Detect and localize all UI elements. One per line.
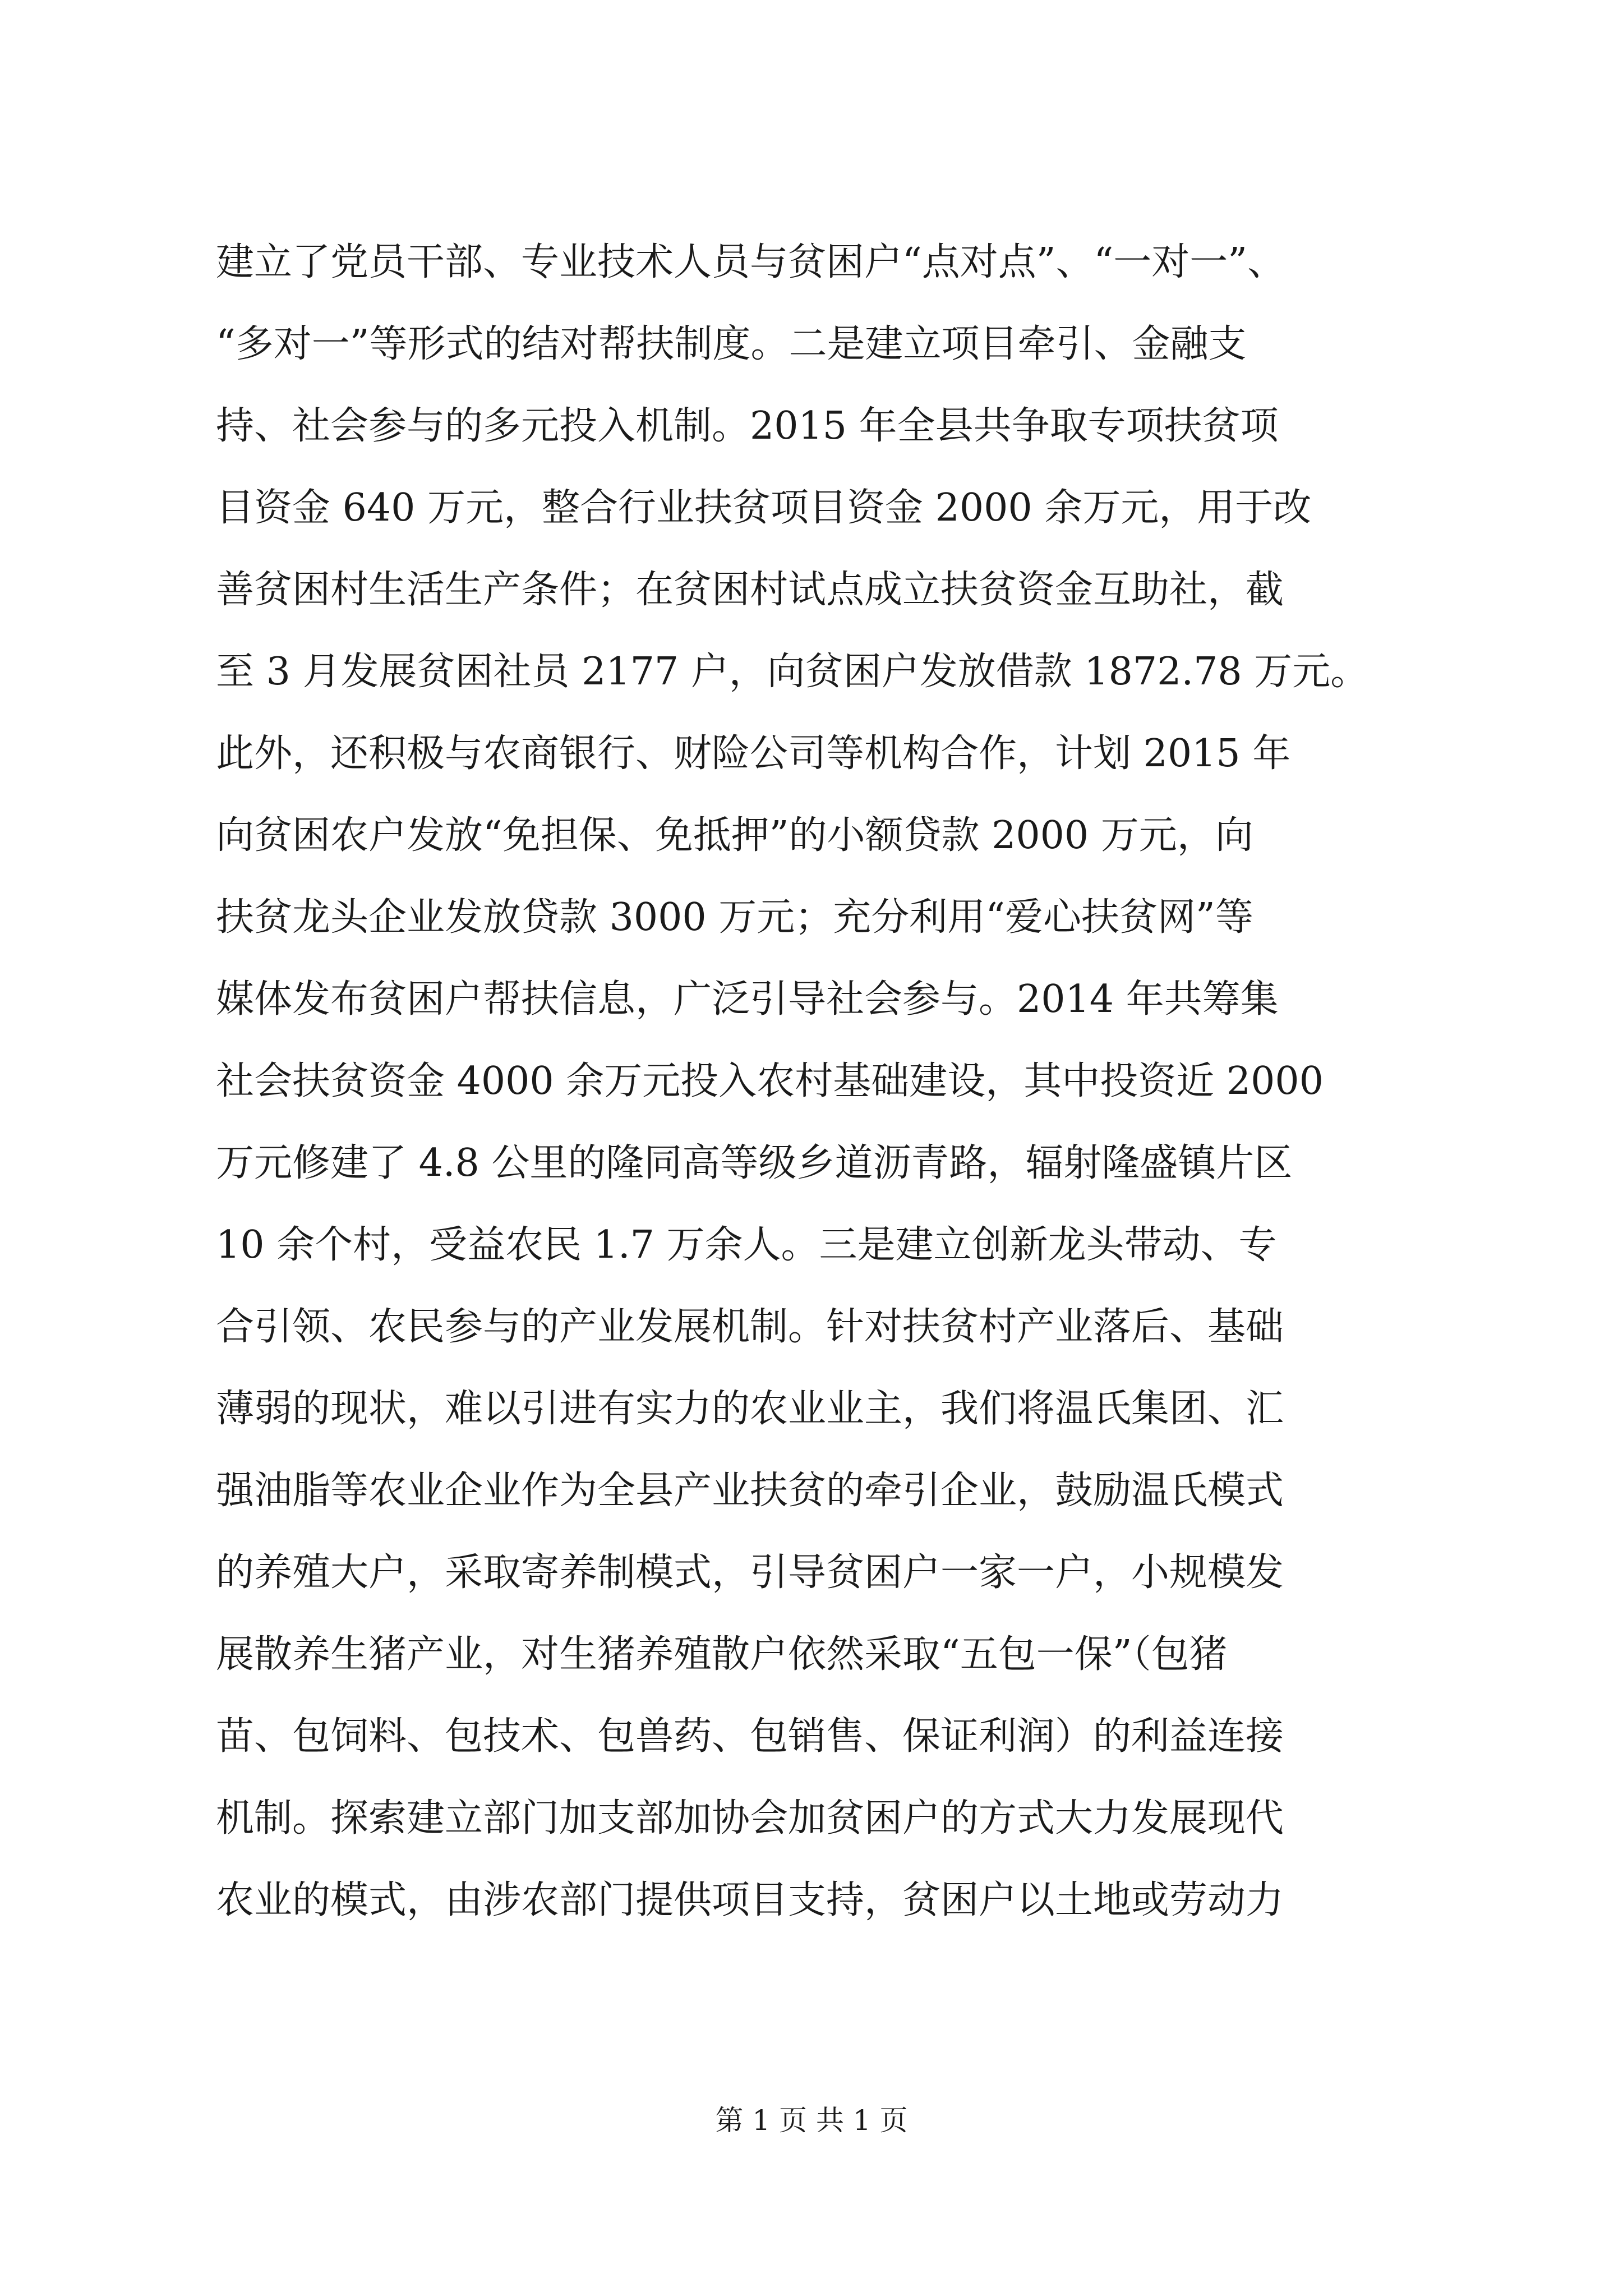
text-line: 强油脂等农业企业作为全县产业扶贫的牵引企业，鼓励温氏模式 xyxy=(216,1469,1284,1513)
page-footer xyxy=(0,2101,1623,2140)
text-line: 的养殖大户，采取寄养制模式，引导贫困户一家一户，小规模发 xyxy=(216,1550,1284,1595)
body-paragraph xyxy=(216,222,1427,1941)
text-line: 目资金 640 万元，整合行业扶贫项目资金 2000 余万元，用于改 xyxy=(216,486,1312,530)
text-line: 苗、包饲料、包技术、包兽药、包销售、保证利润）的利益连接 xyxy=(216,1714,1284,1759)
text-line: 此外，还积极与农商银行、财险公司等机构合作，计划 2015 年 xyxy=(216,731,1291,776)
text-line: 建立了党员干部、专业技术人员与贫困户“点对点”、“一对一”、 xyxy=(216,240,1286,284)
text-line: 社会扶贫资金 4000 余万元投入农村基础建设，其中投资近 2000 xyxy=(216,1059,1324,1103)
text-line: 合引领、农民参与的产业发展机制。针对扶贫村产业落后、基础 xyxy=(216,1305,1284,1349)
text-line: 媒体发布贫困户帮扶信息，广泛引导社会参与。2014 年共筹集 xyxy=(216,977,1279,1022)
text-line: 机制。探索建立部门加支部加协会加贫困户的方式大力发展现代 xyxy=(216,1796,1284,1841)
text-line: 至 3 月发展贫困社员 2177 户，向贫困户发放借款 1872.78 万元。 xyxy=(216,650,1369,694)
page-number-label: 第 1 页 共 1 页 xyxy=(715,2104,908,2137)
text-line: 持、社会参与的多元投入机制。2015 年全县共争取专项扶贫项 xyxy=(216,404,1279,448)
text-line: 薄弱的现状，难以引进有实力的农业业主，我们将温氏集团、汇 xyxy=(216,1387,1284,1431)
text-line: 善贫困村生活生产条件；在贫困村试点成立扶贫资金互助社，截 xyxy=(216,568,1284,612)
text-line: 向贫困农户发放“免担保、免抵押”的小额贷款 2000 万元，向 xyxy=(216,813,1253,858)
text-line: “多对一”等形式的结对帮扶制度。二是建立项目牵引、金融支 xyxy=(216,322,1247,366)
text-line: 展散养生猪产业，对生猪养殖散户依然采取“五包一保”（包猪 xyxy=(216,1632,1228,1677)
text-line: 10 余个村，受益农民 1.7 万余人。三是建立创新龙头带动、专 xyxy=(216,1223,1277,1267)
text-line: 万元修建了 4.8 公里的隆同高等级乡道沥青路，辐射隆盛镇片区 xyxy=(216,1141,1293,1185)
text-line: 农业的模式，由涉农部门提供项目支持，贫困户以土地或劳动力 xyxy=(216,1878,1284,1922)
text-line: 扶贫龙头企业发放贷款 3000 万元；充分利用“爱心扶贫网”等 xyxy=(216,895,1253,940)
